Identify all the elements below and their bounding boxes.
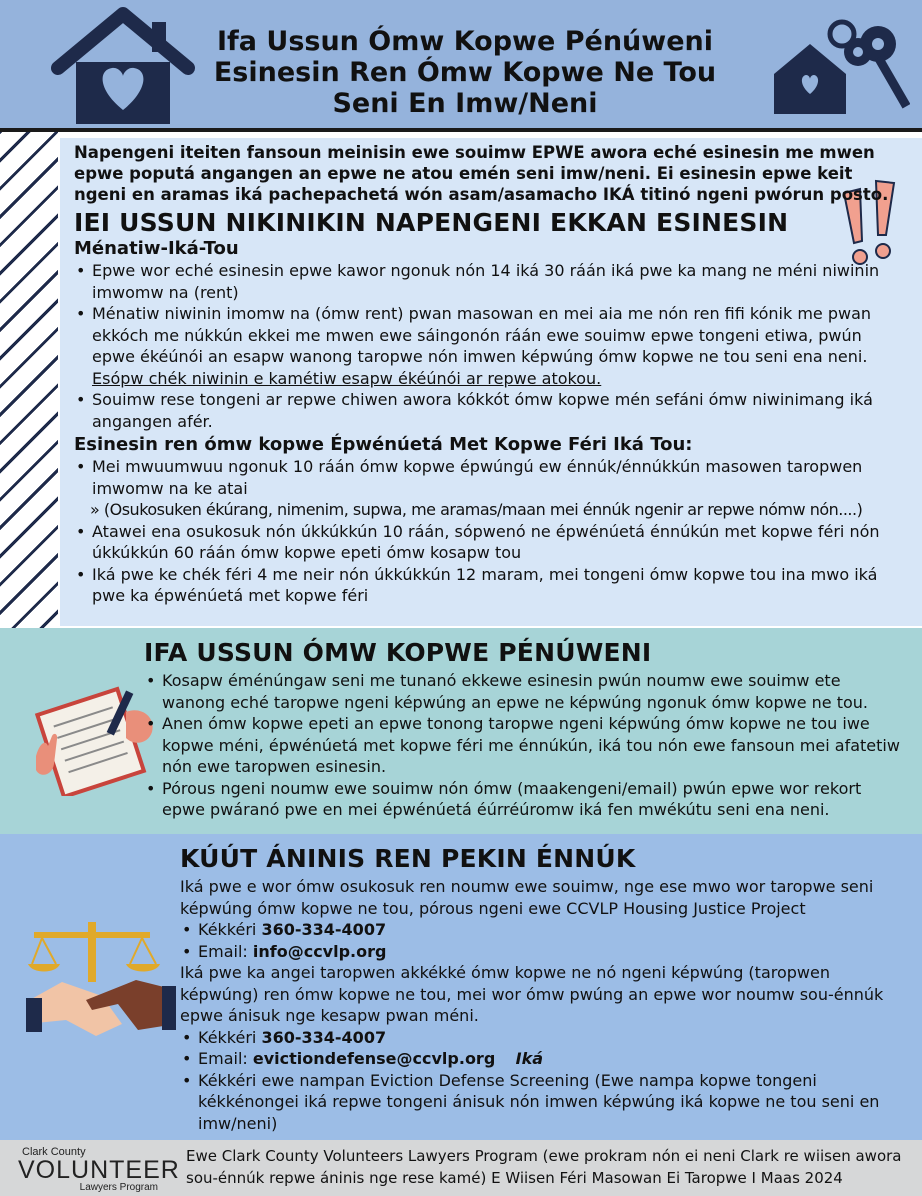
- list-item: • Email: evictiondefense@ccvlp.org Iká: [180, 1048, 905, 1070]
- list-item: • Kékkéri 360-334-4007: [180, 919, 905, 941]
- phone-number-link[interactable]: 360-334-4007: [261, 1027, 387, 1047]
- section3-heading: KÚÚT ÁNINIS REN PEKIN ÉNNÚK: [180, 844, 636, 873]
- logo-bottom-text: Lawyers Program: [79, 1182, 158, 1193]
- list-item: • Email: info@ccvlp.org: [180, 941, 905, 963]
- intro-text: Napengeni iteiten fansoun meinisin ewe souimw EPWE awora eché esinesin me mwen epwe poputá angangen an epwe ne atou emén seni imw/neni. Ei esinesin epwe keit ngeni en aramas iká pachepachetá wón asam/asamacho IKÁ titinó ngeni pwórun posto.: [74, 143, 889, 204]
- list-comply-or-vacate: [74, 456, 890, 607]
- section2-content: [144, 638, 904, 821]
- footer: [0, 1140, 922, 1196]
- logo-main-text: VOLUNTEER: [18, 1156, 180, 1184]
- scales-handshake-icon: [26, 920, 176, 1060]
- header: [0, 0, 922, 132]
- list-item: • Anen ómw kopwe epeti an epwe tonong taropwe ngeni képwúng ómw kopwe ne tou iwe kopwe méni, épwénúetá met kopwe féri me énnúkún, iká tou nón ewe fansoun mei afatetiw nón ewe taropwen esinesin.: [144, 713, 904, 778]
- subheading-comply-or-vacate: Esinesin ren ómw kopwe Épwénúetá Met Kopwe Féri Iká Tou:: [74, 434, 693, 455]
- title-line-2: Esinesin Ren Ómw Kopwe Ne Tou: [213, 57, 717, 88]
- list-item: • Kékkéri 360-334-4007: [180, 1027, 905, 1049]
- list-pay-or-vacate: [74, 260, 890, 432]
- list-item: • Kosapw éménúngaw seni me tunanó ekkewe esinesin pwún noumw ewe souimw ete wanong eché taropwe ngeni képwúng an epwe ne képwúng ngonuk ómw kopwe ne tou.: [144, 670, 904, 713]
- list-item: • Iká pwe ke chék féri 4 me neir nón úkkúkkún 12 maram, mei tongeni ómw kopwe tou ina mwo iká pwe ka épwénúetá met kopwe féri: [74, 564, 890, 607]
- list-item: • Atawei ena osukosuk nón úkkúkkún 10 ráán, sópwenó ne épwénúetá énnúkún met kopwe féri nón úkkúkkún 60 ráán ómw kopwe epeti ómw kosapw tou: [74, 521, 890, 564]
- notebook-pen-icon: [30, 686, 160, 796]
- list-item: • Ménatiw niwinin imomw na (ómw rent) pwan masowan en mei aia me nón ren fifi kónik me pwan ekkóch me núkkún ekkei me mwen ewe sáingonón ráán ewe souimw epwe tongeni etiwa, pwún epwe ékéúnói an esapw wanong taropwe nón imwen képwúng ómw kopwe ne tou seni ena neni. Esópw chék niwinin e kamétiw esapw ékéúnói ar repwe atokou.: [74, 303, 890, 389]
- section3-content: [180, 844, 905, 1134]
- list-subitem: » (Osukosuken ékúrang, nimenim, supwa, me aramas/maan mei énnúk ngenir ar repwe nómw nón....): [90, 500, 863, 519]
- contact-list-2: [180, 1027, 905, 1135]
- page-title: [170, 26, 760, 119]
- contact-list-1: [180, 919, 905, 962]
- house-keys-icon: [770, 14, 910, 124]
- list-item: • Souimw rese tongeni ar repwe chiwen awora kókkót ómw kopwe mén sefáni ómw niwinimang iká angangen afér.: [74, 389, 890, 432]
- help-paragraph-1: Iká pwe e wor ómw osukosuk ren noumw ewe souimw, nge ese mwo wor taropwe seni képwúng ómw kopwe ne tou, pórous ngeni ewe CCVLP Housing Justice Project: [180, 877, 874, 918]
- ccvlp-logo: [18, 1146, 180, 1194]
- list-item: • Mei mwuumwuu ngonuk 10 ráán ómw kopwe épwúngú ew énnúk/énnúkkún masowen taropwen imwomw na ke atai: [74, 456, 890, 499]
- help-paragraph-2: Iká pwe ka angei taropwen akkékké ómw kopwe ne nó ngeni képwúng (taropwen képwúng) ren ómw kopwe ne tou, mei wor ómw pwúng an epwe wor noumw sou-énnúk epwe ánisuk nge kesapw pwan méni.: [180, 963, 884, 1025]
- section1-content: [74, 142, 890, 607]
- section2-heading: IFA USSUN ÓMW KOPWE PÉNÚWENI: [144, 638, 652, 667]
- email-link[interactable]: evictiondefense@ccvlp.org: [252, 1049, 496, 1068]
- list-how-to-respond: [144, 670, 904, 821]
- phone-number-link[interactable]: 360-334-4007: [261, 920, 387, 939]
- subheading-pay-or-vacate: Ménatiw-Iká-Tou: [74, 238, 239, 259]
- left-hatch-decoration: [0, 130, 58, 630]
- section1-heading: IEI USSUN NIKINIKIN NAPENGENI EKKAN ESINESIN: [74, 208, 789, 237]
- title-line-1: Ifa Ussun Ómw Kopwe Pénúweni: [216, 26, 713, 57]
- email-link[interactable]: info@ccvlp.org: [252, 941, 387, 961]
- underlined-note: Esópw chék niwinin e kamétiw esapw ékéúnói ar repwe atokou.: [92, 368, 602, 388]
- list-item: • Kékkéri ewe nampan Eviction Defense Screening (Ewe nampa kopwe tongeni kékkénongei iká repwe tongeni ánisuk nón imwen képwúng iká kopwe ne tou seni en imw/neni): [180, 1070, 905, 1135]
- title-line-3: Seni En Imw/Neni: [332, 88, 598, 119]
- footer-text: Ewe Clark County Volunteers Lawyers Program (ewe prokram nón ei neni Clark re wiisen awora sou-énnúk repwe áninis nge rese kamé) E Wiisen Féri Masowan Ei Taropwe I Maas 2024: [186, 1147, 902, 1187]
- list-item: • Pórous ngeni noumw ewe souimw nón ómw (maakengeni/email) pwún epwe wor rekort epwe pwáranó pwe en mei épwénúetá éúrréúromw iká fen mwékútu seni ena neni.: [144, 778, 904, 821]
- list-item: • Epwe wor eché esinesin epwe kawor ngonuk nón 14 iká 30 ráán iká pwe ka mang ne méni niwinin imwomw na (rent): [74, 260, 890, 303]
- or-word: Iká: [515, 1049, 544, 1068]
- logo-top-text: Clark County: [22, 1146, 86, 1158]
